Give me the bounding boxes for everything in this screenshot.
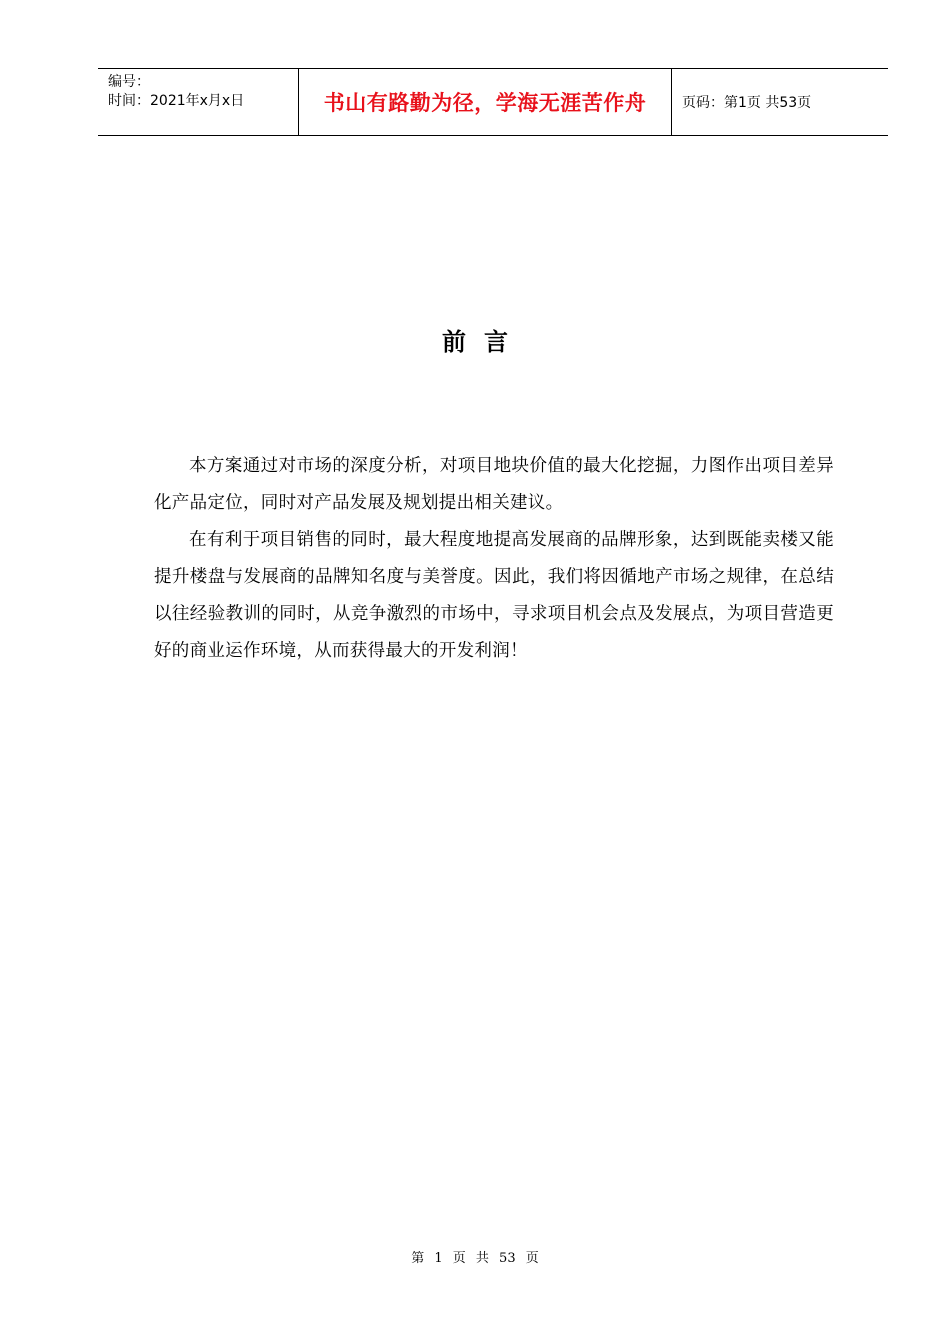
paragraph-2: 在有利于项目销售的同时，最大程度地提高发展商的品牌形象，达到既能卖楼又能提升楼盘与发展商的品牌知名度与美誉度。因此，我们将因循地产市场之规律，在总结以往经验教训的同时，从竞争激烈的市场中，寻求项目机会点及发展点，为项目营造更好的商业运作环境，从而获得最大的开发利润！ bbox=[154, 530, 834, 661]
header-page-cell bbox=[672, 69, 888, 135]
header-motto-cell bbox=[299, 69, 672, 135]
page-title: 前言 bbox=[442, 327, 526, 356]
paragraph-1: 本方案通过对市场的深度分析，对项目地块价值的最大化挖掘，力图作出项目差异化产品定位，同时对产品发展及规划提出相关建议。 bbox=[154, 456, 834, 513]
page-footer: 第 1 页 共 53 页 bbox=[411, 1251, 539, 1266]
header-meta-cell bbox=[98, 69, 299, 135]
body-content bbox=[154, 448, 834, 670]
motto-text: 书山有路勤为径，学海无涯苦作舟 bbox=[323, 91, 647, 115]
document-header bbox=[98, 68, 888, 136]
page-info: 页码：第1页 共53页 bbox=[682, 95, 812, 111]
code-label: 编号： bbox=[108, 74, 150, 90]
time-label: 时间：2021年x月x日 bbox=[108, 93, 245, 109]
